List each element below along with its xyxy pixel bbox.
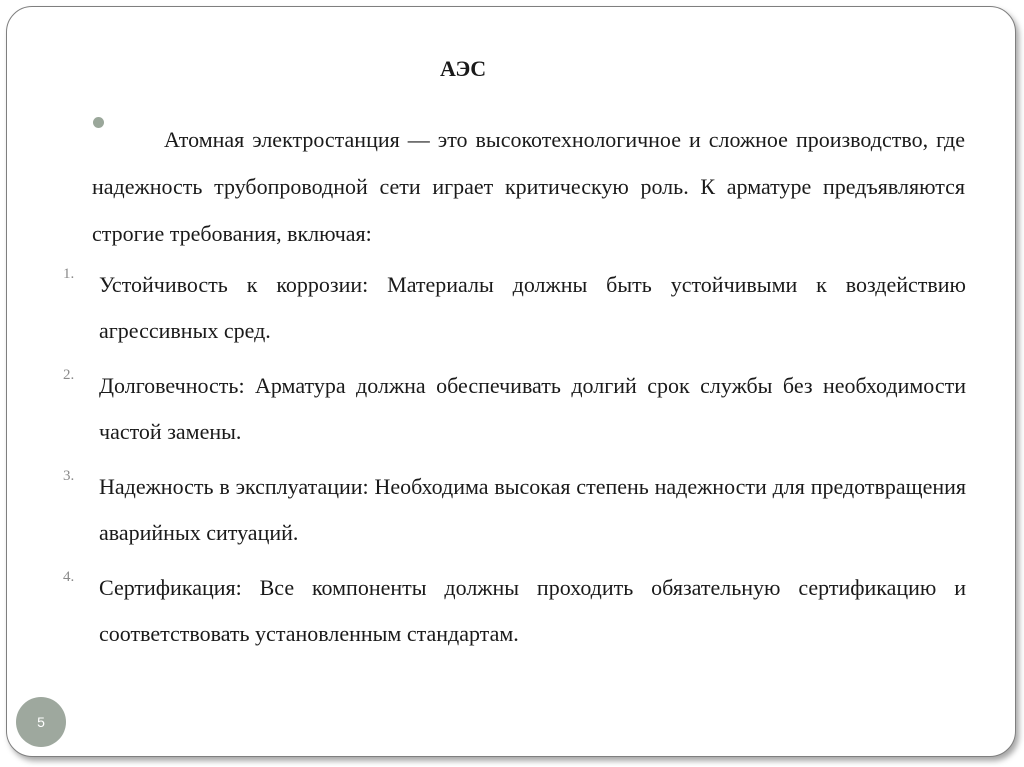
slide-title: АЭС <box>440 56 487 81</box>
list-item <box>46 464 966 556</box>
list-item <box>46 262 966 354</box>
list-item <box>46 363 966 455</box>
list-item <box>46 565 966 657</box>
list-item-number: 1. <box>63 266 75 282</box>
list-item-text: Устойчивость к коррозии: Материалы должны быть устойчивыми к воздействию агрессивных сред. <box>99 272 966 343</box>
list-item-number: 3. <box>63 468 75 484</box>
list-item-number: 4. <box>63 569 75 585</box>
list-item-text: Сертификация: Все компоненты должны проходить обязательную сертификацию и соответствовать установленным стандартам. <box>99 575 966 646</box>
list-item-text: Надежность в эксплуатации: Необходима высокая степень надежности для предотвращения аварийных ситуаций. <box>99 474 966 545</box>
list-item-number: 2. <box>63 367 75 383</box>
intro-paragraph: Атомная электростанция — это высокотехнологичное и сложное производство, где надежность трубопроводной сети играет критическую роль. К арматуре предъявляются строгие требования, включая: <box>92 127 965 246</box>
list-item-text: Долговечность: Арматура должна обеспечивать долгий срок службы без необходимости частой замены. <box>99 373 966 444</box>
page-number-badge: 5 <box>16 697 66 747</box>
